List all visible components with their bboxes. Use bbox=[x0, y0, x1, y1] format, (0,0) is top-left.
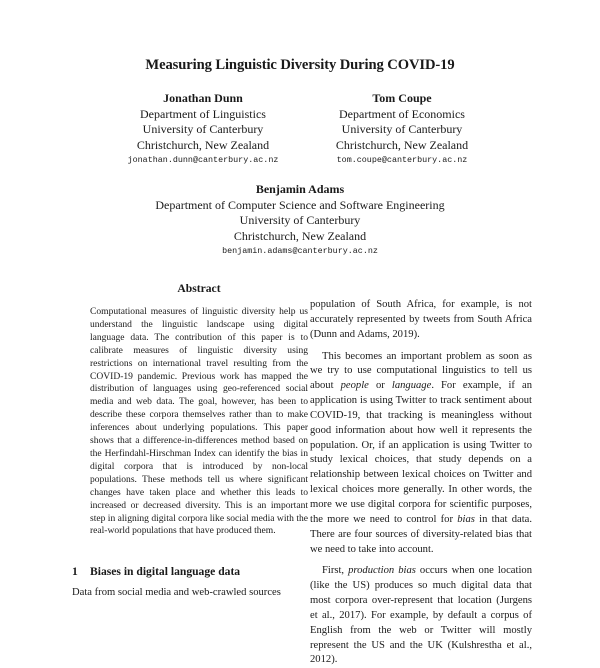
author-block-adams bbox=[100, 182, 500, 260]
emphasis: language bbox=[391, 380, 432, 392]
author-block-coupe bbox=[296, 91, 508, 169]
text-run: occurs when one location (like the US) produces so much digital data that most corpora over-represent that location (Jurgens et al., 2017). For example, by default a corpus of English from the web or Twitter will mostly represent the US and the UK (Kulshrestha et al., 2012). bbox=[310, 565, 532, 666]
author-email: benjamin.adams@canterbury.ac.nz bbox=[222, 246, 378, 256]
author-name: Jonathan Dunn bbox=[163, 91, 243, 105]
abstract-heading: Abstract bbox=[177, 282, 221, 295]
right-column-text bbox=[310, 298, 532, 668]
author-city: Christchurch, New Zealand bbox=[136, 137, 270, 152]
text-run: This becomes an important problem as soon as we try to use computational linguistics to tell us about bbox=[310, 350, 532, 392]
text-run: . For example, if an application is using Twitter to track sentiment about COVID-19, that tracking is meaningless without good information about how well it represents the population. Or, if an application is using Twitter to study lexical choices, that study depends on a relationship between lexical choices on Twitter and lexical choices more generally. In other words, the more we use digital corpora for scientific purposes, the more we need to control for bbox=[310, 380, 533, 525]
author-email: tom.coupe@canterbury.ac.nz bbox=[336, 155, 468, 165]
emphasis: people bbox=[340, 380, 369, 392]
paper-title: Measuring Linguistic Diversity During COVID-19 bbox=[145, 57, 455, 73]
author-university: University of Canterbury bbox=[341, 122, 463, 136]
paragraph-production-bias bbox=[310, 564, 532, 668]
text-run: in that data. There are four sources of diversity-related bias that we need to take into account. bbox=[310, 513, 532, 555]
author-name: Tom Coupe bbox=[372, 91, 432, 105]
author-block-dunn bbox=[95, 91, 311, 169]
author-university: University of Canterbury bbox=[239, 213, 361, 227]
author-city: Christchurch, New Zealand bbox=[335, 137, 469, 152]
author-email: jonathan.dunn@canterbury.ac.nz bbox=[127, 155, 279, 165]
author-department: Department of Economics bbox=[339, 106, 465, 121]
text-run: or bbox=[368, 380, 392, 392]
paragraph-continuation: population of South Africa, for example, is not accurately represented by tweets from South Africa (Dunn and Adams, 2019). bbox=[310, 299, 532, 340]
section-number: 1 bbox=[72, 565, 78, 578]
abstract-body: Computational measures of linguistic diversity help us understand the linguistic landscape using digital language data. The contribution of this paper is to calibrate measures of linguistic diversity using restrictions on international travel resulting from the COVID-19 pandemic. Previous work has mapped the distribution of languages using geo-referenced social media and web data. The goal, however, has been to describe these corpora themselves rather than to make inferences about underlying populations. This paper shows that a difference-in-differences method based on the Herfindahl-Hirschman Index can identify the bias in digital corpora that is introduced by non-local populations. These methods tell us where significant changes have taken place and whether this leads to increased or decreased diversity. This is an important step in aligning digital corpora like social media with the real-world populations that have produced them. bbox=[90, 306, 308, 537]
author-city: Christchurch, New Zealand bbox=[233, 228, 367, 243]
emphasis: production bias bbox=[348, 565, 416, 577]
author-department: Department of Linguistics bbox=[140, 106, 266, 121]
text-run: First, bbox=[322, 565, 349, 577]
section-1-paragraph: Data from social media and web-crawled sources bbox=[72, 587, 281, 598]
emphasis: bias bbox=[457, 513, 475, 525]
author-name: Benjamin Adams bbox=[255, 182, 345, 196]
section-title: Biases in digital language data bbox=[90, 565, 241, 578]
section-heading bbox=[72, 565, 312, 578]
author-department: Department of Computer Science and Software Engineering bbox=[155, 197, 445, 212]
paragraph-bias-problem bbox=[310, 350, 532, 558]
author-university: University of Canterbury bbox=[142, 122, 264, 136]
